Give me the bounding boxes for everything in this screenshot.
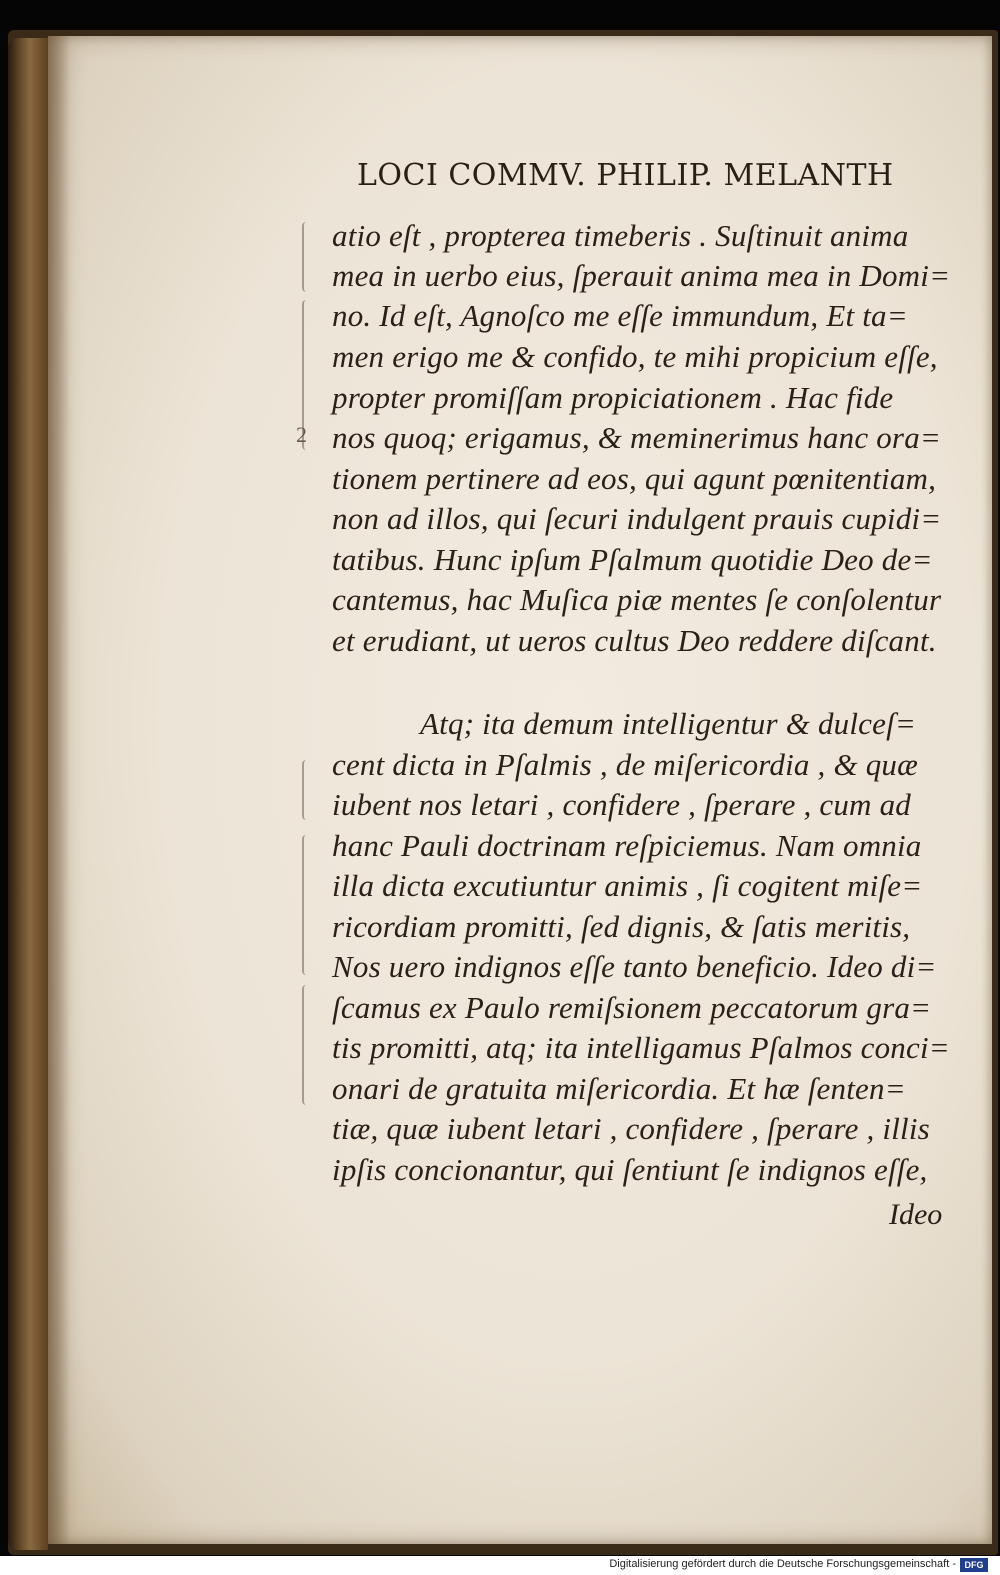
text-line: Atq; ita demum intelligentur & dulceſ=	[420, 706, 917, 741]
text-line: men erigo me & confido, te mihi propicium eſſe,	[332, 339, 938, 374]
text-line: no. Id eſt, Agnoſco me eſſe immundum, Et ta=	[332, 298, 908, 333]
text-line: non ad illos, qui ſecuri indulgent prauis cupidi=	[332, 501, 942, 536]
text-line: ipſis concionantur, qui ſentiunt ſe indignos eſſe,	[332, 1152, 928, 1187]
text-line: cantemus, hac Muſica piæ mentes ſe conſolentur	[332, 582, 942, 617]
catchword: Ideo	[889, 1198, 943, 1231]
text-line: Nos uero indignos eſſe tanto beneficio. Ideo di=	[332, 949, 937, 984]
text-line: hanc Pauli doctrinam reſpiciemus. Nam omnia	[332, 828, 922, 863]
dfg-logo-icon: DFG	[960, 1558, 988, 1572]
marginal-mark: 2	[296, 422, 307, 447]
text-line: tis promitti, atq; ita intelligamus Pſalmos conci=	[332, 1030, 950, 1065]
gutter-shadow	[48, 36, 70, 1544]
text-line: ricordiam promitti, ſed dignis, & ſatis meritis,	[332, 909, 911, 944]
text-line: et erudiant, ut ueros cultus Deo reddere diſcant.	[332, 623, 937, 658]
text-line: tionem pertinere ad eos, qui agunt pœnitentiam,	[332, 461, 937, 496]
text-line: atio eſt , propterea timeberis . Suſtinuit anima	[332, 218, 909, 253]
running-head: LOCI COMMV. PHILIP. MELANTH	[357, 158, 894, 193]
text-line: onari de gratuita miſericordia. Et hæ ſenten=	[332, 1071, 906, 1106]
pencil-bracket	[302, 760, 310, 820]
text-line: nos quoq; erigamus, & meminerimus hanc ora=	[332, 420, 942, 455]
pencil-bracket	[302, 835, 310, 975]
text-line: tatibus. Hunc ipſum Pſalmum quotidie Deo de=	[332, 542, 933, 577]
book-cover-edge	[8, 38, 48, 1550]
text-line: tiæ, quæ iubent letari , confidere , ſperare , illis	[332, 1111, 930, 1146]
text-line: iubent nos letari , confidere , ſperare , cum ad	[332, 787, 911, 822]
text-line: propter promiſſam propiciationem . Hac fide	[332, 380, 894, 415]
pencil-bracket	[302, 222, 310, 292]
text-line: ſcamus ex Paulo remiſsionem peccatorum gra=	[332, 990, 932, 1025]
funding-credit: Digitalisierung gefördert durch die Deutsche Forschungsgemeinschaft -	[609, 1558, 956, 1570]
text-line: illa dicta excutiuntur animis , ſi cogitent miſe=	[332, 868, 923, 903]
text-line: cent dicta in Pſalmis , de miſericordia , & quæ	[332, 747, 918, 782]
pencil-bracket	[302, 985, 310, 1105]
text-line: mea in uerbo eius, ſperauit anima mea in Domi=	[332, 258, 951, 293]
